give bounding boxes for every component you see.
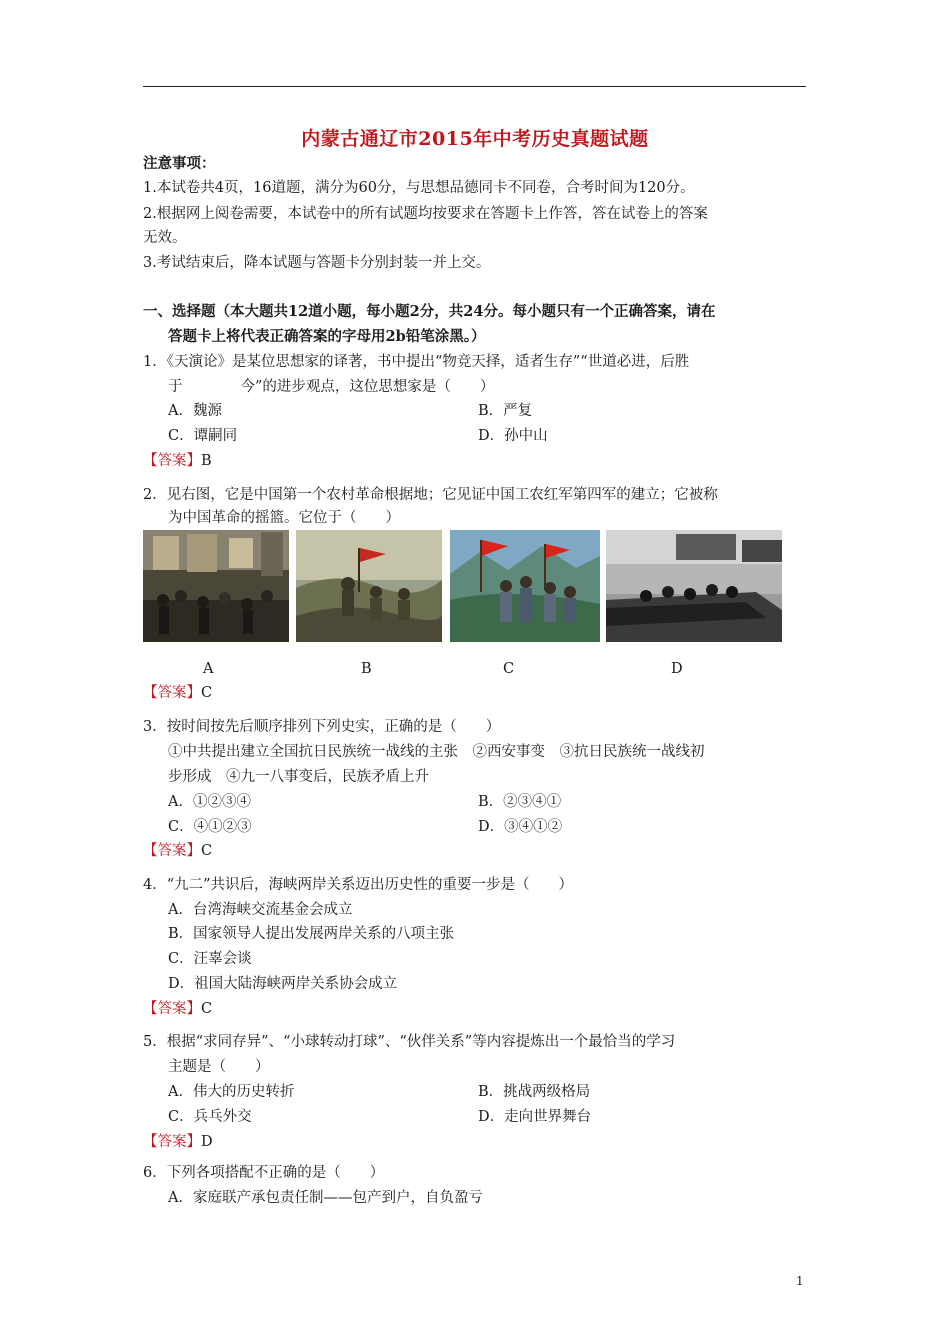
- image-label-b: B: [361, 661, 372, 677]
- question-3-stem-cont: ①中共提出建立全国抗日民族统一战线的主张 ②西安事变 ③抗日民族统一战线初: [168, 744, 705, 760]
- option-a-painting: [143, 530, 289, 642]
- question-5-answer: [143, 1132, 213, 1152]
- question-3-stem-cont: 步形成 ④九一八事变后，民族矛盾上升: [168, 769, 429, 785]
- question-3-option-b: B．②③④①: [478, 794, 562, 810]
- question-3-option-a: A．①②③④: [168, 794, 251, 810]
- answer-value: C: [201, 1001, 213, 1017]
- question-6-stem: 6．下列各项搭配不正确的是（ ）: [143, 1165, 385, 1181]
- question-4-option-a: A．台湾海峡交流基金会成立: [168, 902, 353, 918]
- question-4-stem: 4．“九二”共识后，海峡两岸关系迈出历史性的重要一步是（ ）: [143, 877, 574, 893]
- answer-tag: 【答案】: [143, 453, 201, 469]
- question-3-option-c: C．④①②③: [168, 819, 252, 835]
- page-number: 1: [796, 1274, 804, 1288]
- answer-tag: 【答案】: [143, 1001, 201, 1017]
- notice-heading: 注意事项：: [143, 155, 216, 172]
- answer-value: C: [201, 843, 213, 859]
- question-1-stem-cont: 于 今”的进步观点，这位思想家是（ ）: [168, 379, 495, 395]
- question-5-stem: 5．根据“求同存异”、“小球转动打球”、“伙伴关系”等内容提炼出一个最恰当的学习: [143, 1034, 676, 1050]
- answer-value: D: [201, 1134, 213, 1150]
- option-d-photo: [606, 530, 782, 642]
- notice-item: 无效。: [143, 230, 187, 246]
- question-4-answer: [143, 999, 212, 1019]
- question-2-stem-cont: 为中国革命的摇篮。它位于（ ）: [168, 510, 400, 526]
- question-6-option-a: A．家庭联产承包责任制——包产到户，自负盈亏: [168, 1190, 483, 1206]
- question-5-option-d: D．走向世界舞台: [478, 1109, 592, 1125]
- question-1-option-a: A．魏源: [168, 403, 222, 419]
- notice-item: 1.本试卷共4页，16道题，满分为60分，与思想品德同卡不同卷，合考时间为120分。: [143, 180, 695, 196]
- answer-tag: 【答案】: [143, 685, 201, 701]
- option-b-painting: [296, 530, 442, 642]
- image-label-c: C: [503, 661, 515, 677]
- question-4-option-b: B．国家领导人提出发展两岸关系的八项主张: [168, 926, 455, 942]
- question-1-stem: 1．《天演论》是某位思想家的译著，书中提出“物竞天择，适者生存”“世道必进，后胜: [143, 354, 690, 370]
- image-label-a: A: [203, 661, 214, 677]
- option-c-painting: [450, 530, 600, 642]
- question-4-option-c: C．汪辜会谈: [168, 951, 252, 967]
- question-5-option-a: A．伟大的历史转折: [168, 1084, 295, 1100]
- question-1-answer: [143, 451, 212, 471]
- question-1-option-b: B．严复: [478, 403, 533, 419]
- section-heading-cont: 答题卡上将代表正确答案的字母用2b铅笔涂黑。）: [168, 328, 486, 345]
- question-5-option-c: C．兵乓外交: [168, 1109, 252, 1125]
- question-4-option-d: D．祖国大陆海峡两岸关系协会成立: [168, 976, 398, 992]
- question-3-stem: 3．按时间按先后顺序排列下列史实，正确的是（ ）: [143, 719, 501, 735]
- question-5-option-b: B．挑战两级格局: [478, 1084, 591, 1100]
- question-2-answer: [143, 683, 212, 703]
- answer-value: C: [201, 685, 213, 701]
- section-heading: 一、选择题（本大题共12道小题，每小题2分，共24分。每小题只有一个正确答案，请在: [143, 303, 716, 320]
- answer-tag: 【答案】: [143, 1134, 201, 1150]
- notice-item: 2.根据网上阅卷需要，本试卷中的所有试题均按要求在答题卡上作答，答在试卷上的答案: [143, 206, 708, 222]
- question-3-option-d: D．③④①②: [478, 819, 563, 835]
- page-title: 内蒙古通辽市2015年中考历史真题试题: [301, 128, 649, 150]
- answer-tag: 【答案】: [143, 843, 201, 859]
- notice-item: 3.考试结束后，降本试题与答题卡分别封装一并上交。: [143, 255, 491, 271]
- question-1-option-c: C．谭嗣同: [168, 428, 238, 444]
- question-3-answer: [143, 841, 212, 861]
- question-5-stem-cont: 主题是（ ）: [168, 1059, 270, 1075]
- image-label-d: D: [671, 661, 683, 677]
- header-rule: [143, 86, 806, 87]
- question-1-option-d: D．孙中山: [478, 428, 548, 444]
- answer-value: B: [201, 453, 212, 469]
- question-2-stem: 2．见右图，它是中国第一个农村革命根据地；它见证中国工农红军第四军的建立；它被称: [143, 487, 718, 503]
